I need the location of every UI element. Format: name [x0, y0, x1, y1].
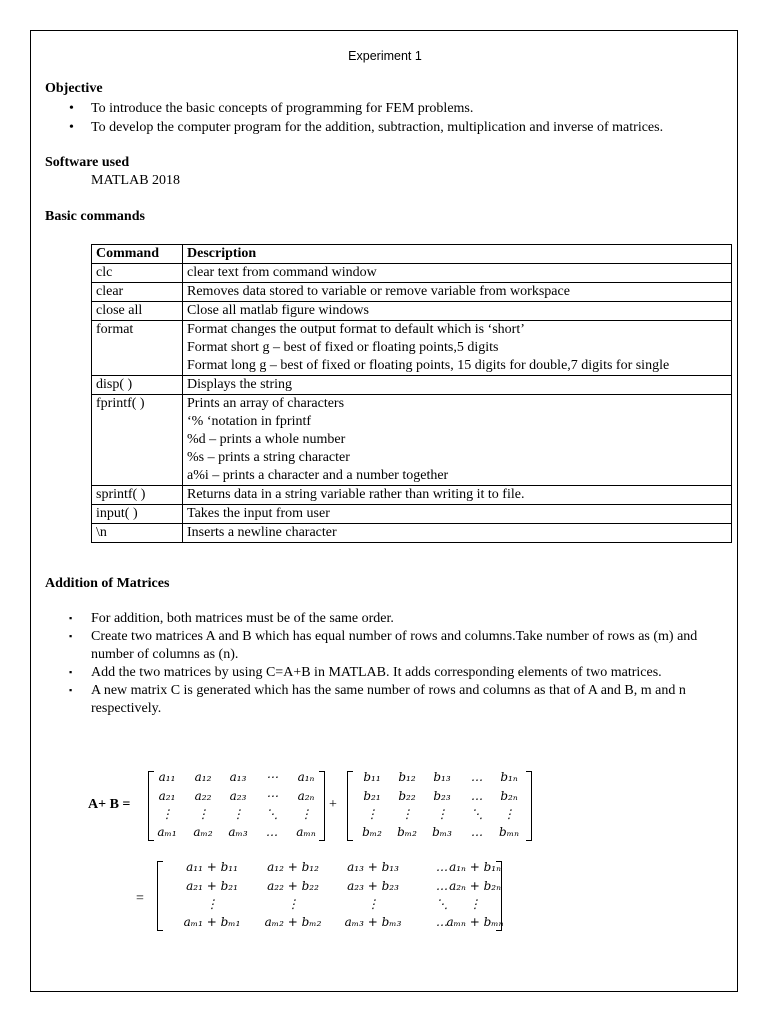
command-cell: disp( ) [92, 376, 183, 395]
matrix-element: a₁ₙ + b₁ₙ [449, 860, 501, 874]
table-row [92, 524, 732, 543]
description-cell [183, 486, 732, 505]
page-title: Experiment 1 [348, 49, 422, 63]
description-line: %d – prints a whole number [187, 432, 346, 447]
matrix-element: aₘ₃ + bₘ₃ [344, 915, 402, 929]
matrix-element: a₂₃ [229, 789, 247, 803]
description-cell [183, 321, 732, 376]
addition-item-text: Create two matrices A and B which has equal number of rows and columns.Take number of rows as (m) and number of columns as (n). [91, 629, 698, 662]
addition-item-text: For addition, both matrices must be of the same order. [91, 611, 394, 626]
matrix-element: bₘ₃ [432, 825, 452, 839]
description-cell [183, 302, 732, 321]
matrix-element: b₁₁ [363, 770, 381, 784]
matrix-element: a₂₂ + b₂₂ [267, 879, 319, 893]
description-line: Takes the input from user [187, 506, 330, 521]
matrix-element: a₁₂ + b₁₂ [267, 860, 319, 874]
command-cell: close all [92, 302, 183, 321]
matrix-element: ⋮ [206, 897, 218, 911]
matrix-element: … [471, 789, 483, 803]
description-line: ‘% ‘notation in fprintf [187, 414, 312, 429]
square-bullet-icon: ▪ [69, 685, 73, 695]
matrix-element: … [471, 825, 483, 839]
matrix-element: aₘₙ + bₘₙ [446, 915, 504, 929]
matrix-element: a₂₂ [194, 789, 212, 803]
table-header-row [92, 245, 732, 264]
matrix-element: a₁ₙ [297, 770, 315, 784]
matrix-element: … [436, 915, 448, 929]
matrix-element: a₂₃ + b₂₃ [347, 879, 399, 893]
command-cell: fprintf( ) [92, 395, 183, 486]
equation-plus: + [329, 797, 337, 812]
matrix-element: ⋮ [469, 897, 481, 911]
column-header-description: Description [183, 245, 732, 264]
description-cell [183, 283, 732, 302]
description-cell [183, 524, 732, 543]
matrix-element: bₘₙ [499, 825, 519, 839]
description-line: Prints an array of characters [187, 396, 345, 411]
matrix-element: b₂₁ [363, 789, 381, 803]
addition-item [69, 664, 719, 682]
matrix-element: ⋮ [287, 897, 299, 911]
matrix-element: ⋮ [161, 807, 173, 821]
matrix-element: … [436, 879, 448, 893]
description-line: Close all matlab figure windows [187, 303, 369, 318]
matrix-element: … [266, 825, 278, 839]
matrix-element: a₂ₙ + b₂ₙ [449, 879, 501, 893]
description-cell [183, 505, 732, 524]
right-bracket [526, 771, 532, 841]
addition-item-text: Add the two matrices by using C=A+B in MATLAB. It adds corresponding elements of two matrices. [91, 665, 662, 680]
description-cell [183, 264, 732, 283]
addition-heading: Addition of Matrices [45, 576, 170, 591]
description-line: %s – prints a string character [187, 450, 350, 465]
table-row [92, 264, 732, 283]
matrix-element: b₂₂ [398, 789, 416, 803]
matrix-element: ⋮ [367, 897, 379, 911]
equation-lhs: A+ B = [88, 797, 131, 812]
matrix-element: b₂ₙ [500, 789, 518, 803]
command-cell: clear [92, 283, 183, 302]
matrix-element: b₂₃ [433, 789, 451, 803]
matrix-element: aₘ₁ + bₘ₁ [183, 915, 241, 929]
matrix-element: a₂ₙ [297, 789, 315, 803]
square-bullet-icon: ▪ [69, 613, 73, 623]
square-bullet-icon: ▪ [69, 667, 73, 677]
matrix-element: ⋮ [197, 807, 209, 821]
left-bracket [157, 861, 163, 931]
matrix-element: ⋯ [266, 770, 278, 784]
addition-item [69, 628, 719, 663]
matrix-element: ⋮ [366, 807, 378, 821]
description-cell [183, 376, 732, 395]
matrix-element: b₁₂ [398, 770, 416, 784]
left-bracket [347, 771, 353, 841]
matrix-element: aₘ₂ [193, 825, 213, 839]
matrix-element: ⋱ [266, 807, 278, 821]
command-cell: sprintf( ) [92, 486, 183, 505]
matrix-element: a₁₁ + b₁₁ [186, 860, 238, 874]
matrix-element: ⋮ [436, 807, 448, 821]
addition-item-text: A new matrix C is generated which has the same number of rows and columns as that of A and B, m and n respectively. [91, 683, 686, 716]
square-bullet-icon: ▪ [69, 631, 73, 641]
matrix-element: … [436, 860, 448, 874]
matrix-element: a₂₁ + b₂₁ [186, 879, 238, 893]
description-line: Format short g – best of fixed or floating points,5 digits [187, 340, 499, 355]
description-line: Displays the string [187, 377, 292, 392]
software-value: MATLAB 2018 [91, 173, 181, 188]
matrix-element: ⋮ [401, 807, 413, 821]
table-row [92, 486, 732, 505]
table-row [92, 376, 732, 395]
objective-heading: Objective [45, 81, 103, 96]
matrix-c [157, 860, 504, 929]
left-bracket [148, 771, 154, 841]
matrix-element: b₁₃ [433, 770, 451, 784]
matrix-element: ⋱ [436, 897, 448, 911]
column-header-command: Command [92, 245, 183, 264]
command-cell: \n [92, 524, 183, 543]
matrix-element: … [471, 770, 483, 784]
description-line: Format changes the output format to default which is ‘short’ [187, 322, 525, 337]
matrix-element: a₁₃ [229, 770, 247, 784]
matrix-element: a₁₂ [194, 770, 212, 784]
description-line: Format long g – best of fixed or floating points, 15 digits for double,7 digits for single [187, 358, 670, 373]
matrix-element: ⋱ [471, 807, 483, 821]
matrix-element: ⋯ [266, 789, 278, 803]
table-row [92, 302, 732, 321]
matrix-element: b₁ₙ [500, 770, 518, 784]
matrix-element: aₘ₂ + bₘ₂ [264, 915, 322, 929]
matrix-element: aₘₙ [296, 825, 316, 839]
matrix-element: aₘ₃ [228, 825, 248, 839]
matrix-element: a₁₁ [158, 770, 176, 784]
table-row [92, 283, 732, 302]
description-line: Inserts a newline character [187, 525, 337, 540]
software-heading: Software used [45, 155, 130, 170]
commands-table [91, 244, 732, 543]
matrix-element: a₂₁ [158, 789, 176, 803]
table-row [92, 321, 732, 376]
description-line: Returns data in a string variable rather than writing it to file. [187, 487, 525, 502]
bullet-icon: • [69, 101, 74, 116]
addition-item [69, 610, 719, 628]
description-line: Removes data stored to variable or remove variable from workspace [187, 284, 570, 299]
bullet-icon: • [69, 120, 74, 135]
matrix-element: ⋮ [232, 807, 244, 821]
table-row [92, 395, 732, 486]
matrix-element: aₘ₁ [157, 825, 177, 839]
basic-commands-heading: Basic commands [45, 209, 145, 224]
matrix-element: ⋮ [300, 807, 312, 821]
description-line: clear text from command window [187, 265, 377, 280]
description-line: a%i – prints a character and a number together [187, 468, 449, 483]
right-bracket [319, 771, 325, 841]
matrix-element: a₁₃ + b₁₃ [347, 860, 399, 874]
matrix-element: ⋮ [503, 807, 515, 821]
description-cell [183, 395, 732, 486]
command-cell: input( ) [92, 505, 183, 524]
matrix-a [148, 771, 324, 839]
matrix-element: bₘ₂ [362, 825, 382, 839]
addition-item [69, 682, 719, 717]
matrix-element: bₘ₂ [397, 825, 417, 839]
equation-equals: = [136, 891, 144, 906]
command-cell: clc [92, 264, 183, 283]
document-page: Experiment 1 Objective • To introduce the basic concepts of programming for FEM problems. • To develop the computer program for the addition, subtraction, multiplication and inverse of matrices. Software used MATLAB 2018 Basic commands Command Description clc clear text from command window clear Removes data stored to variable or remove variable from workspace close all Close all matlab figure windows format Format changes the output format to default which is ‘short’ Format short g – best of fixed or floating points,5 digits Format long g – best of fixed or floating points, 15 digits for double,7 digits for single disp( ) Displays the string fprintf( ) Prints an array of characters ‘% ‘notation in fprintf %d – prints a whole number %s – prints a string character a%i – prints a character and a number together sprintf( ) Returns data in a string variable rather than writing it to file. input( ) Takes the input from user \n Inserts a newline character Addition of Matrices ▪ For addition, both matrices must be of the same order. ▪ Create two matrices A and B which has equal number of rows and columns.Take number of rows as (m) and number of columns as (n). ▪ Add the two matrices by using C=A+B in MATLAB. It adds corresponding elements of two matrices. ▪ A new matrix C is generated which has the same number of rows and columns as that of A and B, m and n respectively. A+ B = a₁₁ a₁₂ a₁₃ ⋯ a₁ₙ a₂₁ a₂₂ a₂₃ ⋯ a₂ₙ ⋮ ⋮ ⋮ ⋱ ⋮ aₘ₁ aₘ₂ aₘ₃ … aₘₙ + b₁₁ b₁₂ b₁₃ … b₁ₙ b₂₁ b₂₂ b₂₃ … b₂ₙ ⋮ ⋮ ⋮ ⋱ ⋮ bₘ₂ bₘ₂ bₘ₃ … bₘₙ = a₁₁ + b₁₁ a₁₂ + b₁₂ a₁₃ + b₁₃ … a₁ₙ + b₁ₙ a₂₁ + b₂₁ a₂₂ + b₂₂ a₂₃ + b₂₃ … a₂ₙ + b₂ₙ ⋮ ⋮ ⋮ ⋱ ⋮ aₘ₁ + bₘ₁ aₘ₂ + bₘ₂ aₘ₃ + bₘ₃ … aₘₙ + bₘₙ [30, 30, 738, 992]
command-cell: format [92, 321, 183, 376]
matrix-b [347, 771, 531, 839]
table-row [92, 505, 732, 524]
